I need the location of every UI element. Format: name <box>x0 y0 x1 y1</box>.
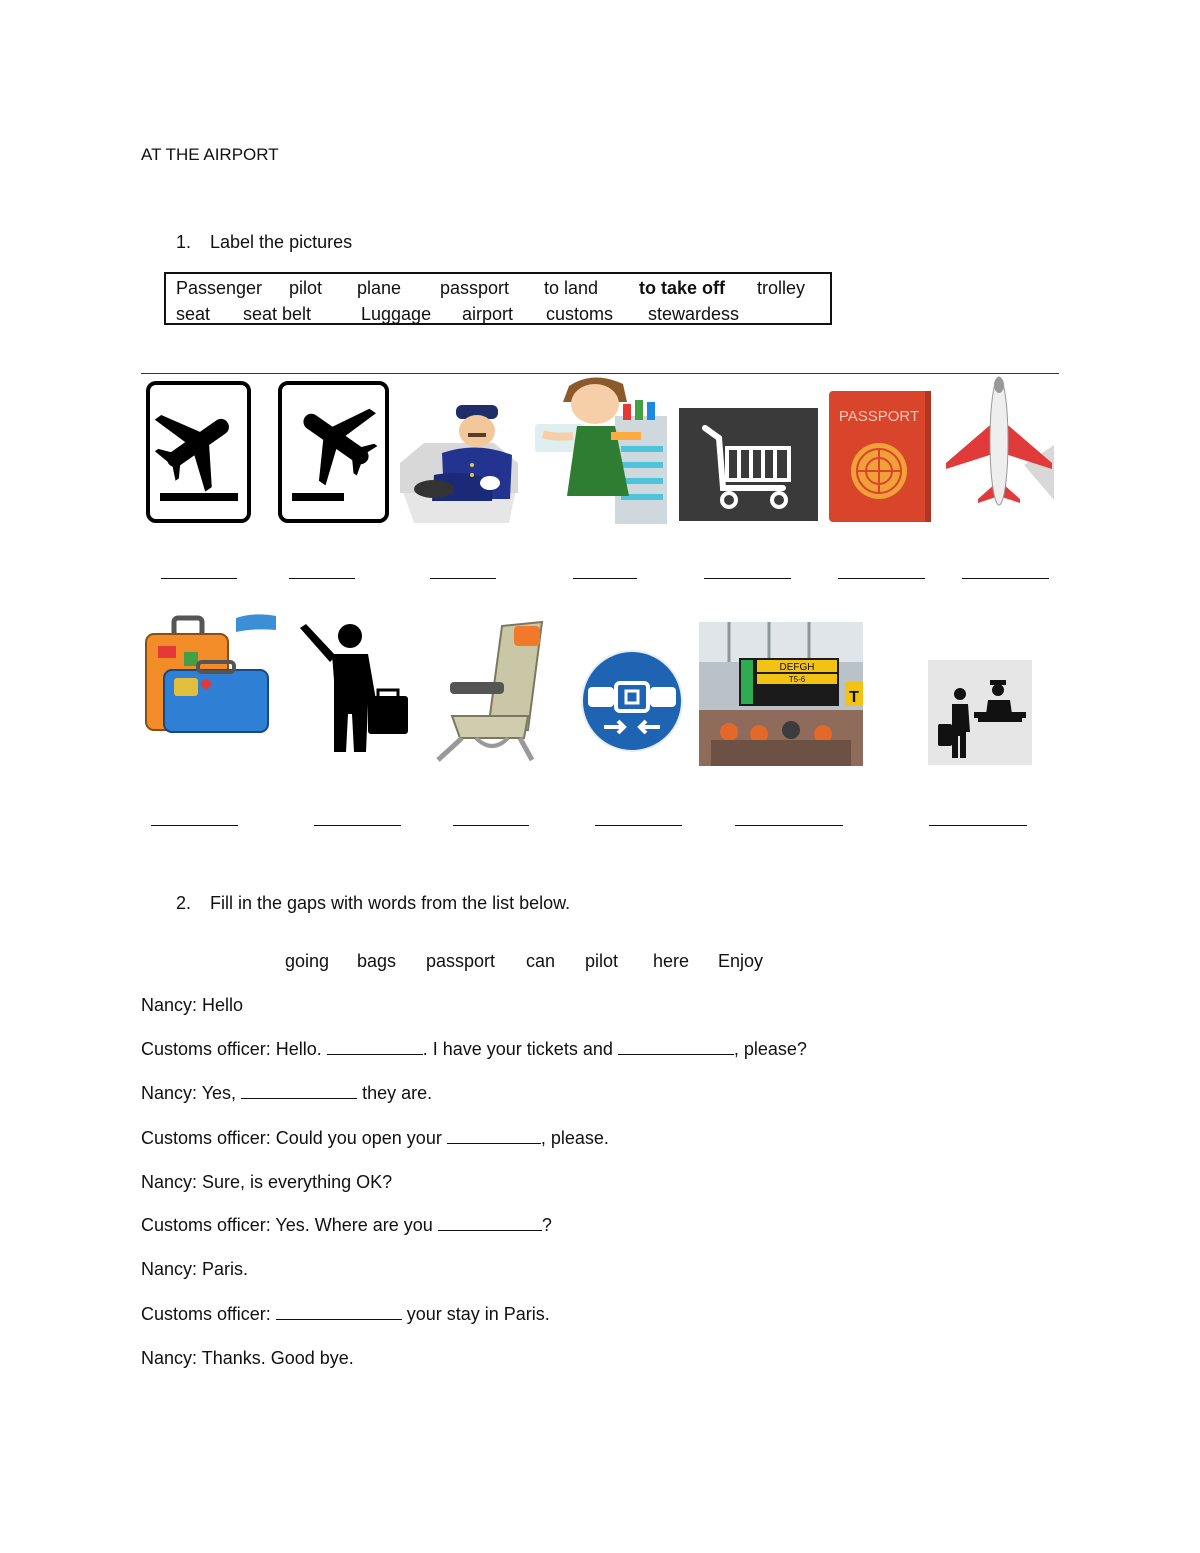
answer-blank[interactable] <box>430 578 496 579</box>
pilot-icon <box>394 403 524 525</box>
divider <box>141 373 1059 374</box>
dialogue-text: ? <box>541 1215 552 1235</box>
answer-blank[interactable] <box>453 825 529 826</box>
airport-sign-text: T <box>849 689 859 706</box>
dialogue-gap[interactable] <box>447 1129 541 1144</box>
dialogue-text: Customs officer: Hello. <box>141 1039 322 1059</box>
dialogue-text: Customs officer: Yes. Where are you <box>141 1215 433 1235</box>
section-number: 1. <box>176 232 192 252</box>
word-bank-word: plane <box>357 278 402 298</box>
gap-word: pilot <box>585 951 619 971</box>
dialogue-text: Nancy: Yes, <box>141 1083 237 1103</box>
page-title: AT THE AIRPORT <box>141 145 279 164</box>
gap-word: passport <box>426 951 496 971</box>
word-bank-word: stewardess <box>648 304 740 324</box>
dialogue-text: Customs officer: <box>141 1304 271 1324</box>
dialogue-line: Nancy: Hello <box>141 995 244 1015</box>
seat-belt-icon <box>580 641 684 760</box>
word-bank-word: seat belt <box>243 304 312 324</box>
stewardess-icon <box>533 376 671 524</box>
word-bank-word: trolley <box>757 278 806 298</box>
word-bank-word: Passenger <box>176 278 263 298</box>
dialogue-line: Nancy: Thanks. Good bye. <box>141 1348 354 1368</box>
gap-word: going <box>285 951 330 971</box>
dialogue-text: . I have your tickets and <box>422 1039 613 1059</box>
word-bank-box <box>164 272 832 325</box>
dialogue-gap[interactable] <box>438 1216 542 1231</box>
dialogue-text: , please. <box>540 1128 609 1148</box>
dialogue-gap[interactable] <box>618 1040 734 1055</box>
dialogue-gap[interactable] <box>276 1305 402 1320</box>
word-bank-word: passport <box>440 278 510 298</box>
gap-word: bags <box>357 951 397 971</box>
trolley-icon <box>679 408 818 521</box>
dialogue-text: , please? <box>733 1039 807 1059</box>
dialogue-line <box>141 1039 807 1060</box>
answer-blank[interactable] <box>314 825 401 826</box>
answer-blank[interactable] <box>595 825 682 826</box>
word-bank-word: airport <box>462 304 514 324</box>
answer-blank[interactable] <box>161 578 237 579</box>
gap-word: Enjoy <box>718 951 764 971</box>
section-number: 2. <box>176 893 192 913</box>
answer-blank[interactable] <box>289 578 355 579</box>
airport-icon <box>699 622 863 766</box>
answer-blank[interactable] <box>704 578 791 579</box>
gap-word: here <box>653 951 690 971</box>
word-bank-word: customs <box>546 304 614 324</box>
dialogue-text: Customs officer: Could you open your <box>141 1128 442 1148</box>
answer-blank[interactable] <box>735 825 843 826</box>
dialogue-line <box>141 1215 552 1236</box>
word-bank-word: Luggage <box>361 304 432 324</box>
section-2-heading <box>176 893 570 914</box>
word-bank-word: to take off <box>639 278 726 298</box>
passenger-icon <box>296 620 410 754</box>
answer-blank[interactable] <box>962 578 1049 579</box>
word-bank-word: seat <box>176 304 211 324</box>
answer-blank[interactable] <box>929 825 1027 826</box>
passport-cover-text: PASSPORT <box>838 408 920 425</box>
arrivals-icon <box>146 381 251 523</box>
dialogue-line: Nancy: Paris. <box>141 1259 249 1279</box>
dialogue-line: Nancy: Sure, is everything OK? <box>141 1172 393 1192</box>
customs-icon <box>928 660 1032 765</box>
gap-word: can <box>526 951 556 971</box>
section-instruction: Fill in the gaps with words from the list below. <box>210 893 571 913</box>
dialogue-line <box>141 1304 550 1325</box>
answer-blank[interactable] <box>573 578 637 579</box>
answer-blank[interactable] <box>838 578 925 579</box>
word-bank-word: pilot <box>289 278 323 298</box>
passport-icon <box>829 391 931 522</box>
word-bank-word: to land <box>544 278 599 298</box>
dialogue-line <box>141 1128 609 1149</box>
luggage-icon <box>144 612 276 736</box>
plane-icon <box>944 375 1054 507</box>
airport-sign-text: DEFGH <box>779 662 815 673</box>
departures-icon <box>278 381 389 523</box>
dialogue-line <box>141 1083 432 1104</box>
seat-icon <box>432 620 546 762</box>
dialogue-text: they are. <box>362 1083 433 1103</box>
section-instruction: Label the pictures <box>210 232 353 252</box>
dialogue-gap[interactable] <box>327 1040 423 1055</box>
section-1-heading <box>176 232 352 253</box>
airport-sign-text: T5-6 <box>788 675 806 684</box>
dialogue-text: your stay in Paris. <box>406 1304 550 1324</box>
answer-blank[interactable] <box>151 825 238 826</box>
dialogue-gap[interactable] <box>241 1084 357 1099</box>
